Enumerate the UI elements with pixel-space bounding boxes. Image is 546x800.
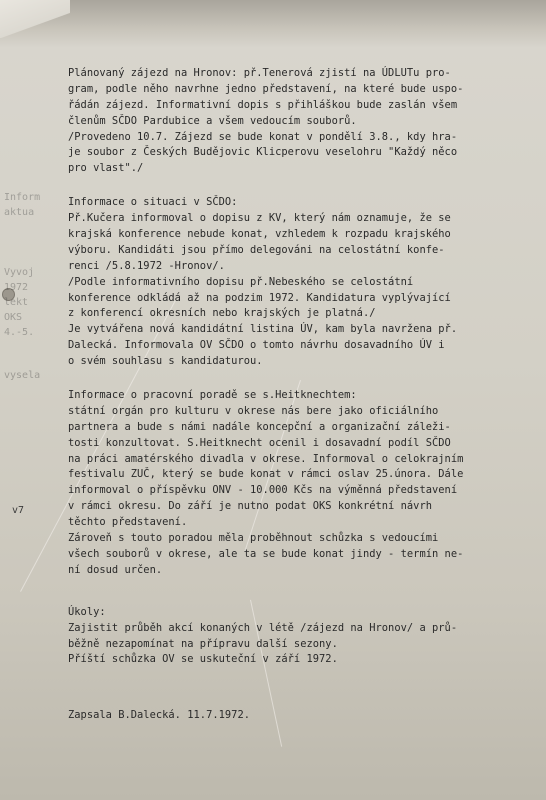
typed-minutes [68, 66, 538, 724]
text-line: Př.Kučera informoval o dopisu z KV, který nám oznamuje, že se [68, 212, 451, 225]
text-line: na práci amatérského divadla v okrese. Informoval o celokrajním [68, 452, 464, 465]
text-line: všech souborů v okrese, ale ta se bude konat jindy - termín ne- [68, 547, 464, 560]
text-line: partnera a bude s námi nadále koncepční a organizační záleži- [68, 420, 451, 433]
text-line: konference odkládá až na podzim 1972. Kandidatura vyplývající [68, 291, 451, 304]
folded-corner [0, 0, 70, 38]
show-through-text: vysela [4, 370, 41, 381]
text-line: o svém souhlasu s kandidaturou. [68, 355, 263, 368]
text-line: Dalecká. Informovala OV SČDO o tomto návrhu dosavadního ÚV i [68, 339, 445, 352]
margin-note: v7 [12, 505, 25, 516]
text-line: z konferencí okresních nebo krajských je platná./ [68, 307, 376, 320]
text-line: Příští schůzka OV se uskuteční v září 1972. [68, 653, 338, 666]
text-line: Plánovaný zájezd na Hronov: př.Tenerová zjistí na ÚDLUTu pro- [68, 67, 451, 79]
text-line: Zajistit průběh akcí konaných v létě /zájezd na Hronov/ a prů- [68, 621, 458, 634]
text-line: běžně nezapomínat na přípravu další sezony. [68, 637, 338, 650]
text-line: pro vlast"./ [68, 162, 144, 175]
text-line: /Podle informativního dopisu př.Nebeského se celostátní [68, 275, 414, 288]
text-line: Je vytvářena nová kandidátní listina ÚV, kam byla navržena př. [68, 323, 458, 336]
text-line: výboru. Kandidáti jsou přímo delegováni na celostátní konfe- [68, 243, 445, 256]
text-line: renci /5.8.1972 -Hronov/. [68, 259, 225, 272]
signature-line: Zapsala B.Dalecká. 11.7.1972. [68, 709, 250, 722]
hronov-trip-paragraph [68, 66, 538, 177]
text-line: tosti konzultovat. S.Heitknecht ocenil i dosavadní podíl SČDO [68, 436, 451, 449]
text-line: je soubor z Českých Budějovic Klicperovu veselohru "Každý něco [68, 146, 458, 159]
text-line: členům SČDO Pardubice a všem vedoucím souborů. [68, 114, 357, 127]
text-line: v rámci okresu. Do září je nutno podat OKS konkrétní návrh [68, 500, 432, 513]
show-through-text: Vyvoj 1972 lekt OKS 4.-5. [4, 267, 35, 338]
text-line: Zároveň s touto poradou měla proběhnout schůzka s vedoucími [68, 532, 439, 545]
scdo-situation-paragraph [68, 195, 538, 370]
section-heading: Úkoly: [68, 605, 106, 618]
text-line: informoval o příspěvku ONV - 10.000 Kčs na výměnná představení [68, 484, 458, 497]
section-heading: Informace o situaci v SČDO: [68, 196, 238, 209]
text-line: /Provedeno 10.7. Zájezd se bude konat v pondělí 3.8., kdy hra- [68, 130, 458, 143]
section-heading: Informace o pracovní poradě se s.Heitknechtem: [68, 389, 357, 402]
text-line: gram, podle něho navrhne jedno představení, na které bude uspo- [68, 82, 464, 95]
text-line: festivalu ZUČ, který se bude konat v rámci oslav 25.února. Dále [68, 468, 464, 481]
text-line: řádán zájezd. Informativní dopis s přihláškou bude zaslán všem [68, 98, 458, 111]
work-meeting-paragraph [68, 388, 538, 579]
page-shadow [0, 0, 546, 48]
text-line: státní orgán pro kulturu v okrese nás bere jako oficiálního [68, 404, 439, 417]
tasks-paragraph [68, 605, 538, 669]
show-through-text: Inform aktua [4, 192, 41, 218]
text-line: těchto představení. [68, 516, 188, 529]
text-line: krajská konference nebude konat, vzhledem k rozpadu krajského [68, 228, 451, 241]
text-line: ní dosud určen. [68, 563, 163, 576]
